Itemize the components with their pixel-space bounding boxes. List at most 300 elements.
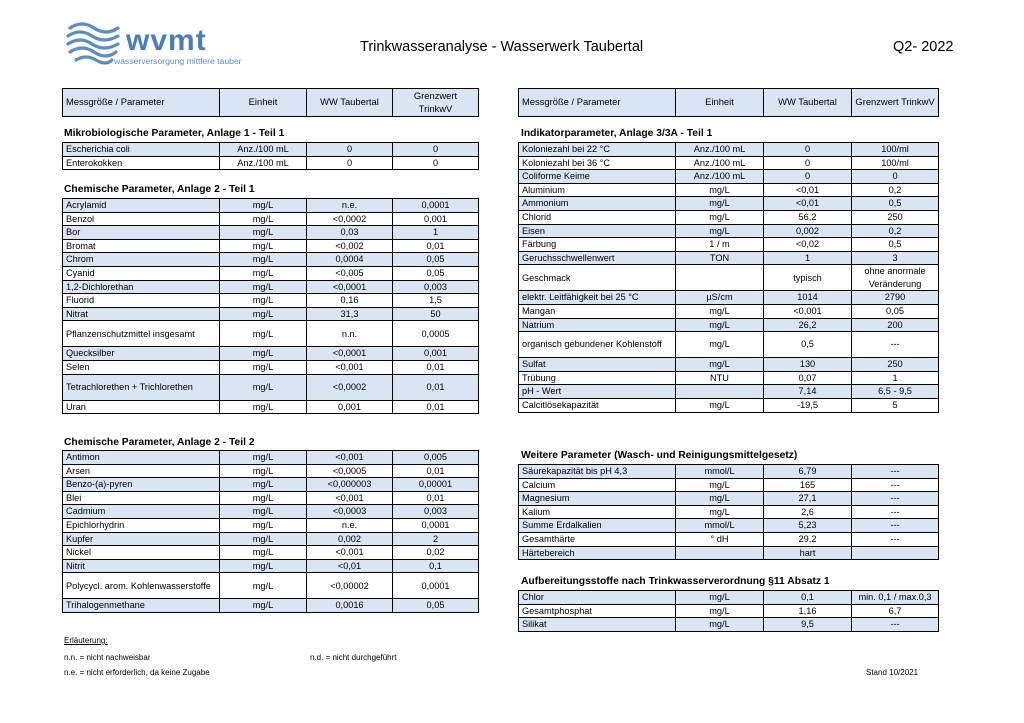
cell-unit: mg/L bbox=[220, 307, 307, 321]
cell-unit: mg/L bbox=[676, 591, 764, 605]
footer-ne: n.e. = nicht erforderlich, da keine Zugabe bbox=[64, 668, 210, 677]
cell-limit: 0,001 bbox=[393, 212, 479, 226]
cell-limit: 0,0005 bbox=[393, 321, 479, 347]
cell-value: 1 bbox=[764, 251, 852, 265]
cell-value: <0,000003 bbox=[307, 478, 393, 492]
cell-limit: 5 bbox=[852, 398, 939, 412]
cell-unit: Anz./100 mL bbox=[220, 156, 307, 170]
logo-name: wvmt bbox=[126, 24, 207, 57]
header-unit: Einheit bbox=[220, 89, 307, 117]
cell-unit: mg/L bbox=[676, 478, 764, 492]
cell-param: Aluminium bbox=[519, 183, 676, 197]
cell-limit: --- bbox=[852, 478, 939, 492]
cell-param: Tetrachlorethen + Trichlorethen bbox=[63, 374, 220, 400]
cell-unit: Anz./100 mL bbox=[676, 143, 764, 157]
table-row bbox=[63, 347, 479, 361]
cell-limit: --- bbox=[852, 332, 939, 358]
cell-param: Mangan bbox=[519, 304, 676, 318]
table-row bbox=[519, 170, 939, 184]
table-row bbox=[63, 212, 479, 226]
cell-limit: 0,0001 bbox=[393, 199, 479, 213]
cell-unit bbox=[676, 265, 764, 291]
cell-param: Kupfer bbox=[63, 532, 220, 546]
cell-value: <0,0001 bbox=[307, 280, 393, 294]
cell-unit: mg/L bbox=[220, 599, 307, 613]
cell-unit: mg/L bbox=[676, 398, 764, 412]
table-row bbox=[519, 238, 939, 252]
cell-limit: 0 bbox=[393, 156, 479, 170]
cell-unit: mmol/L bbox=[676, 519, 764, 533]
table-row bbox=[63, 360, 479, 374]
cell-value: 9,5 bbox=[764, 618, 852, 632]
cell-unit: mg/L bbox=[220, 294, 307, 308]
table-row bbox=[519, 197, 939, 211]
cell-unit: mg/L bbox=[220, 321, 307, 347]
cell-param: Geruchsschwellenwert bbox=[519, 251, 676, 265]
cell-param: Ammonium bbox=[519, 197, 676, 211]
cell-param: Koloniezahl bei 36 °C bbox=[519, 156, 676, 170]
table-row bbox=[519, 398, 939, 412]
header-ww: WW Taubertal bbox=[307, 89, 393, 117]
cell-param: Polycycl. arom. Kohlenwasserstoffe bbox=[63, 573, 220, 599]
cell-value: 26,2 bbox=[764, 318, 852, 332]
cell-value: n.e. bbox=[307, 199, 393, 213]
cell-param: Bromat bbox=[63, 239, 220, 253]
table-row bbox=[63, 294, 479, 308]
cell-value: 7,14 bbox=[764, 385, 852, 399]
table-row bbox=[63, 559, 479, 573]
table-row bbox=[519, 618, 939, 632]
cell-value: 29,2 bbox=[764, 532, 852, 546]
table-row bbox=[63, 307, 479, 321]
table-row bbox=[63, 266, 479, 280]
cell-value: 0,07 bbox=[764, 371, 852, 385]
cell-value: 0 bbox=[764, 156, 852, 170]
cell-unit: mg/L bbox=[220, 212, 307, 226]
cell-value: 0,002 bbox=[307, 532, 393, 546]
cell-unit: mg/L bbox=[220, 239, 307, 253]
cell-unit: mg/L bbox=[220, 505, 307, 519]
cell-value: 0 bbox=[764, 170, 852, 184]
cell-param: Selen bbox=[63, 360, 220, 374]
cell-limit: 3 bbox=[852, 251, 939, 265]
table-row bbox=[519, 265, 939, 291]
cell-limit: 0 bbox=[852, 170, 939, 184]
cell-param: Cyanid bbox=[63, 266, 220, 280]
cell-limit: --- bbox=[852, 465, 939, 479]
cell-param: Summe Erdalkalien bbox=[519, 519, 676, 533]
cell-limit: --- bbox=[852, 505, 939, 519]
cell-param: 1,2-Dichlorethan bbox=[63, 280, 220, 294]
cell-unit: µS/cm bbox=[676, 291, 764, 305]
cell-unit: mg/L bbox=[220, 573, 307, 599]
cell-unit: mg/L bbox=[220, 400, 307, 414]
cell-limit: 0,05 bbox=[852, 304, 939, 318]
table-row bbox=[519, 505, 939, 519]
cell-unit: mg/L bbox=[220, 546, 307, 560]
cell-limit: 0,0001 bbox=[393, 518, 479, 532]
table-row bbox=[63, 253, 479, 267]
cell-limit: 0,1 bbox=[393, 559, 479, 573]
logo-tagline: wasserversorgung mittlere tauber bbox=[114, 56, 242, 66]
cell-param: Silikat bbox=[519, 618, 676, 632]
footer-nd: n.d. = nicht durchgeführt bbox=[310, 653, 397, 662]
cell-limit: 0,01 bbox=[393, 360, 479, 374]
table-row bbox=[519, 478, 939, 492]
table-row bbox=[63, 321, 479, 347]
cell-limit: 0,05 bbox=[393, 253, 479, 267]
cell-unit: mg/L bbox=[220, 360, 307, 374]
cell-limit: 0,003 bbox=[393, 280, 479, 294]
cell-param: Kalium bbox=[519, 505, 676, 519]
cell-unit: mmol/L bbox=[676, 465, 764, 479]
cell-limit: --- bbox=[852, 532, 939, 546]
cell-value: <0,002 bbox=[307, 239, 393, 253]
cell-value: 56,2 bbox=[764, 210, 852, 224]
cell-param: pH - Wert bbox=[519, 385, 676, 399]
cell-value: 165 bbox=[764, 478, 852, 492]
cell-unit: mg/L bbox=[220, 266, 307, 280]
table-row bbox=[63, 599, 479, 613]
cell-unit: mg/L bbox=[676, 318, 764, 332]
cell-limit: min. 0,1 / max.0,3 bbox=[852, 591, 939, 605]
cell-param: Acrylamid bbox=[63, 199, 220, 213]
cell-value: 0,03 bbox=[307, 226, 393, 240]
cell-limit: 0,01 bbox=[393, 400, 479, 414]
cell-value: <0,001 bbox=[307, 360, 393, 374]
cell-unit: mg/L bbox=[676, 197, 764, 211]
cell-param: Calcium bbox=[519, 478, 676, 492]
cell-value: 0 bbox=[307, 156, 393, 170]
cell-limit: 0,5 bbox=[852, 197, 939, 211]
cell-param: Geschmack bbox=[519, 265, 676, 291]
table-row bbox=[63, 573, 479, 599]
cell-unit: mg/L bbox=[676, 210, 764, 224]
cell-unit: mg/L bbox=[220, 374, 307, 400]
cell-limit: 100/ml bbox=[852, 143, 939, 157]
cell-value: <0,02 bbox=[764, 238, 852, 252]
cell-value: 0,5 bbox=[764, 332, 852, 358]
table-row bbox=[63, 156, 479, 170]
cell-value: 27,1 bbox=[764, 492, 852, 506]
cell-limit: 200 bbox=[852, 318, 939, 332]
cell-limit: 0,01 bbox=[393, 464, 479, 478]
cell-unit: mg/L bbox=[220, 226, 307, 240]
table-row bbox=[519, 465, 939, 479]
cell-value: <0,01 bbox=[764, 197, 852, 211]
cell-limit: 0,5 bbox=[852, 238, 939, 252]
cell-limit: 0,0001 bbox=[393, 573, 479, 599]
cell-value: 6,79 bbox=[764, 465, 852, 479]
table-weitere bbox=[518, 464, 939, 560]
section-title-indik: Indikatorparameter, Anlage 3/3A - Teil 1 bbox=[521, 128, 713, 139]
cell-limit: --- bbox=[852, 519, 939, 533]
table-row bbox=[63, 478, 479, 492]
cell-limit: 0,00001 bbox=[393, 478, 479, 492]
cell-param: Natrium bbox=[519, 318, 676, 332]
cell-value: 1,16 bbox=[764, 604, 852, 618]
cell-param: Härtebereich bbox=[519, 546, 676, 560]
cell-limit: 0,003 bbox=[393, 505, 479, 519]
cell-unit: mg/L bbox=[676, 183, 764, 197]
cell-unit: mg/L bbox=[220, 451, 307, 465]
table-row bbox=[519, 371, 939, 385]
cell-limit: 250 bbox=[852, 358, 939, 372]
cell-unit: Anz./100 mL bbox=[676, 156, 764, 170]
cell-limit: 0,005 bbox=[393, 451, 479, 465]
cell-param: Pflanzenschutzmittel insgesamt bbox=[63, 321, 220, 347]
cell-limit: 1 bbox=[852, 371, 939, 385]
table-row bbox=[519, 591, 939, 605]
cell-value: 0 bbox=[764, 143, 852, 157]
cell-value: hart bbox=[764, 546, 852, 560]
cell-unit: mg/L bbox=[676, 332, 764, 358]
cell-value: 0,0004 bbox=[307, 253, 393, 267]
cell-value: <0,0001 bbox=[307, 347, 393, 361]
cell-param: Arsen bbox=[63, 464, 220, 478]
cell-value: 0,0016 bbox=[307, 599, 393, 613]
cell-unit: NTU bbox=[676, 371, 764, 385]
cell-param: Gesamtphosphat bbox=[519, 604, 676, 618]
cell-limit: 1 bbox=[393, 226, 479, 240]
table-row bbox=[63, 400, 479, 414]
table-row bbox=[519, 143, 939, 157]
cell-param: Benzo-(a)-pyren bbox=[63, 478, 220, 492]
section-title-weitere: Weitere Parameter (Wasch- und Reinigungsmittelgesetz) bbox=[521, 450, 798, 461]
cell-param: Epichlorhydrin bbox=[63, 518, 220, 532]
cell-param: Enterokokken bbox=[63, 156, 220, 170]
cell-value: <0,0002 bbox=[307, 212, 393, 226]
cell-limit: ohne anormale Veränderung bbox=[852, 265, 939, 291]
table-row bbox=[519, 532, 939, 546]
table-row bbox=[519, 224, 939, 238]
cell-limit: 6,5 - 9,5 bbox=[852, 385, 939, 399]
cell-value: <0,001 bbox=[307, 546, 393, 560]
table-row bbox=[519, 156, 939, 170]
document-title: Trinkwasseranalyse - Wasserwerk Taubertal bbox=[360, 39, 644, 55]
cell-value: 1014 bbox=[764, 291, 852, 305]
table-row bbox=[63, 199, 479, 213]
left-header-table bbox=[62, 88, 479, 117]
cell-param: organisch gebundener Kohlenstoff bbox=[519, 332, 676, 358]
table-row bbox=[63, 464, 479, 478]
cell-unit: Anz./100 mL bbox=[220, 143, 307, 157]
cell-limit: --- bbox=[852, 618, 939, 632]
cell-param: Fluorid bbox=[63, 294, 220, 308]
table-row bbox=[519, 183, 939, 197]
cell-param: Quecksilber bbox=[63, 347, 220, 361]
cell-value: n.e. bbox=[307, 518, 393, 532]
cell-limit: 0,2 bbox=[852, 183, 939, 197]
cell-limit: 0,02 bbox=[393, 546, 479, 560]
cell-unit: mg/L bbox=[676, 505, 764, 519]
cell-unit: mg/L bbox=[676, 358, 764, 372]
cell-unit: ° dH bbox=[676, 532, 764, 546]
table-row bbox=[519, 546, 939, 560]
header-limit: Grenzwert TrinkwV bbox=[852, 89, 939, 117]
table-row bbox=[519, 492, 939, 506]
cell-value: <0,01 bbox=[307, 559, 393, 573]
cell-limit: 1,5 bbox=[393, 294, 479, 308]
cell-value: <0,0005 bbox=[307, 464, 393, 478]
cell-limit: 250 bbox=[852, 210, 939, 224]
cell-value: 31,3 bbox=[307, 307, 393, 321]
section-title-mikro: Mikrobiologische Parameter, Anlage 1 - Teil 1 bbox=[64, 128, 285, 139]
cell-value: 0,001 bbox=[307, 400, 393, 414]
cell-limit: 50 bbox=[393, 307, 479, 321]
cell-limit: 6,7 bbox=[852, 604, 939, 618]
quarter-label: Q2- 2022 bbox=[893, 39, 954, 55]
cell-unit: Anz./100 mL bbox=[676, 170, 764, 184]
table-chem1 bbox=[62, 198, 479, 414]
cell-unit: mg/L bbox=[676, 304, 764, 318]
cell-limit: 0,01 bbox=[393, 374, 479, 400]
cell-limit: 2790 bbox=[852, 291, 939, 305]
cell-value: 0,1 bbox=[764, 591, 852, 605]
cell-value: 130 bbox=[764, 358, 852, 372]
cell-param: Trihalogenmethane bbox=[63, 599, 220, 613]
cell-value: <0,001 bbox=[764, 304, 852, 318]
cell-param: Escherichia coli bbox=[63, 143, 220, 157]
cell-param: Uran bbox=[63, 400, 220, 414]
cell-value: <0,005 bbox=[307, 266, 393, 280]
cell-value: 2,6 bbox=[764, 505, 852, 519]
section-title-chem1: Chemische Parameter, Anlage 2 - Teil 1 bbox=[64, 184, 255, 195]
cell-param: Sulfat bbox=[519, 358, 676, 372]
cell-unit bbox=[676, 546, 764, 560]
cell-param: Nitrat bbox=[63, 307, 220, 321]
cell-unit: mg/L bbox=[220, 464, 307, 478]
cell-unit: mg/L bbox=[220, 491, 307, 505]
cell-value: typisch bbox=[764, 265, 852, 291]
table-row bbox=[63, 226, 479, 240]
table-row bbox=[63, 505, 479, 519]
cell-param: Färbung bbox=[519, 238, 676, 252]
table-row bbox=[519, 291, 939, 305]
section-title-chem2: Chemische Parameter, Anlage 2 - Teil 2 bbox=[64, 437, 255, 448]
table-mikro bbox=[62, 142, 479, 170]
header-param: Messgröße / Parameter bbox=[519, 89, 676, 117]
cell-param: Calcitlösekapazität bbox=[519, 398, 676, 412]
cell-limit: 0,2 bbox=[852, 224, 939, 238]
cell-unit: mg/L bbox=[220, 518, 307, 532]
table-row bbox=[63, 280, 479, 294]
cell-limit: 0,01 bbox=[393, 491, 479, 505]
cell-unit: mg/L bbox=[220, 347, 307, 361]
cell-value: <0,001 bbox=[307, 451, 393, 465]
cell-param: Chlorid bbox=[519, 210, 676, 224]
cell-value: <0,0002 bbox=[307, 374, 393, 400]
table-row bbox=[519, 604, 939, 618]
cell-param: Nickel bbox=[63, 546, 220, 560]
table-row bbox=[63, 374, 479, 400]
cell-limit bbox=[852, 546, 939, 560]
footer-heading: Erläuterung: bbox=[64, 636, 108, 645]
cell-param: Säurekapazität bis pH 4,3 bbox=[519, 465, 676, 479]
table-row bbox=[63, 518, 479, 532]
cell-value: 5,23 bbox=[764, 519, 852, 533]
header-unit: Einheit bbox=[676, 89, 764, 117]
cell-limit: 0,05 bbox=[393, 599, 479, 613]
cell-param: Magnesium bbox=[519, 492, 676, 506]
table-row bbox=[519, 251, 939, 265]
footer-nn: n.n. = nicht nachweisbar bbox=[64, 653, 151, 662]
right-header-table bbox=[518, 88, 939, 117]
cell-unit: TON bbox=[676, 251, 764, 265]
header-limit: Grenzwert TrinkwV bbox=[393, 89, 479, 117]
cell-value: <0,001 bbox=[307, 491, 393, 505]
cell-param: Coliforme Keime bbox=[519, 170, 676, 184]
cell-value: <0,01 bbox=[764, 183, 852, 197]
cell-limit: 2 bbox=[393, 532, 479, 546]
cell-value: <0,00002 bbox=[307, 573, 393, 599]
cell-limit: 0,01 bbox=[393, 239, 479, 253]
cell-param: elektr. Leitfähigkeit bei 25 °C bbox=[519, 291, 676, 305]
cell-param: Antimon bbox=[63, 451, 220, 465]
cell-limit: --- bbox=[852, 492, 939, 506]
table-row bbox=[63, 143, 479, 157]
table-row bbox=[63, 532, 479, 546]
cell-unit: mg/L bbox=[220, 199, 307, 213]
company-logo bbox=[64, 14, 264, 70]
table-chem2 bbox=[62, 450, 479, 613]
cell-unit: mg/L bbox=[220, 253, 307, 267]
cell-param: Gesamthärte bbox=[519, 532, 676, 546]
cell-value: 0,16 bbox=[307, 294, 393, 308]
table-row bbox=[519, 358, 939, 372]
cell-value: <0,0003 bbox=[307, 505, 393, 519]
cell-value: 0 bbox=[307, 143, 393, 157]
cell-unit: 1 / m bbox=[676, 238, 764, 252]
table-row bbox=[519, 385, 939, 399]
cell-param: Trübung bbox=[519, 371, 676, 385]
cell-unit: mg/L bbox=[676, 492, 764, 506]
header-param: Messgröße / Parameter bbox=[63, 89, 220, 117]
table-row bbox=[63, 451, 479, 465]
table-row bbox=[519, 304, 939, 318]
cell-limit: 0,001 bbox=[393, 347, 479, 361]
cell-param: Chrom bbox=[63, 253, 220, 267]
cell-param: Nitrit bbox=[63, 559, 220, 573]
cell-limit: 0 bbox=[393, 143, 479, 157]
table-row bbox=[519, 318, 939, 332]
cell-param: Benzol bbox=[63, 212, 220, 226]
footer-stand: Stand 10/2021 bbox=[866, 668, 919, 677]
table-row bbox=[519, 210, 939, 224]
cell-param: Koloniezahl bei 22 °C bbox=[519, 143, 676, 157]
cell-unit: mg/L bbox=[676, 224, 764, 238]
cell-param: Bor bbox=[63, 226, 220, 240]
table-row bbox=[63, 239, 479, 253]
cell-limit: 100/ml bbox=[852, 156, 939, 170]
cell-unit: mg/L bbox=[676, 618, 764, 632]
cell-unit: mg/L bbox=[220, 280, 307, 294]
cell-unit bbox=[676, 385, 764, 399]
cell-unit: mg/L bbox=[676, 604, 764, 618]
cell-param: Chlor bbox=[519, 591, 676, 605]
table-row bbox=[63, 546, 479, 560]
table-row bbox=[519, 519, 939, 533]
section-title-aufb: Aufbereitungsstoffe nach Trinkwasserverordnung §11 Absatz 1 bbox=[521, 576, 830, 587]
cell-param: Eisen bbox=[519, 224, 676, 238]
cell-unit: mg/L bbox=[220, 559, 307, 573]
cell-limit: 0,05 bbox=[393, 266, 479, 280]
table-row bbox=[519, 332, 939, 358]
table-indik bbox=[518, 142, 939, 413]
table-aufb bbox=[518, 590, 939, 632]
cell-value: -19,5 bbox=[764, 398, 852, 412]
table-row bbox=[63, 491, 479, 505]
